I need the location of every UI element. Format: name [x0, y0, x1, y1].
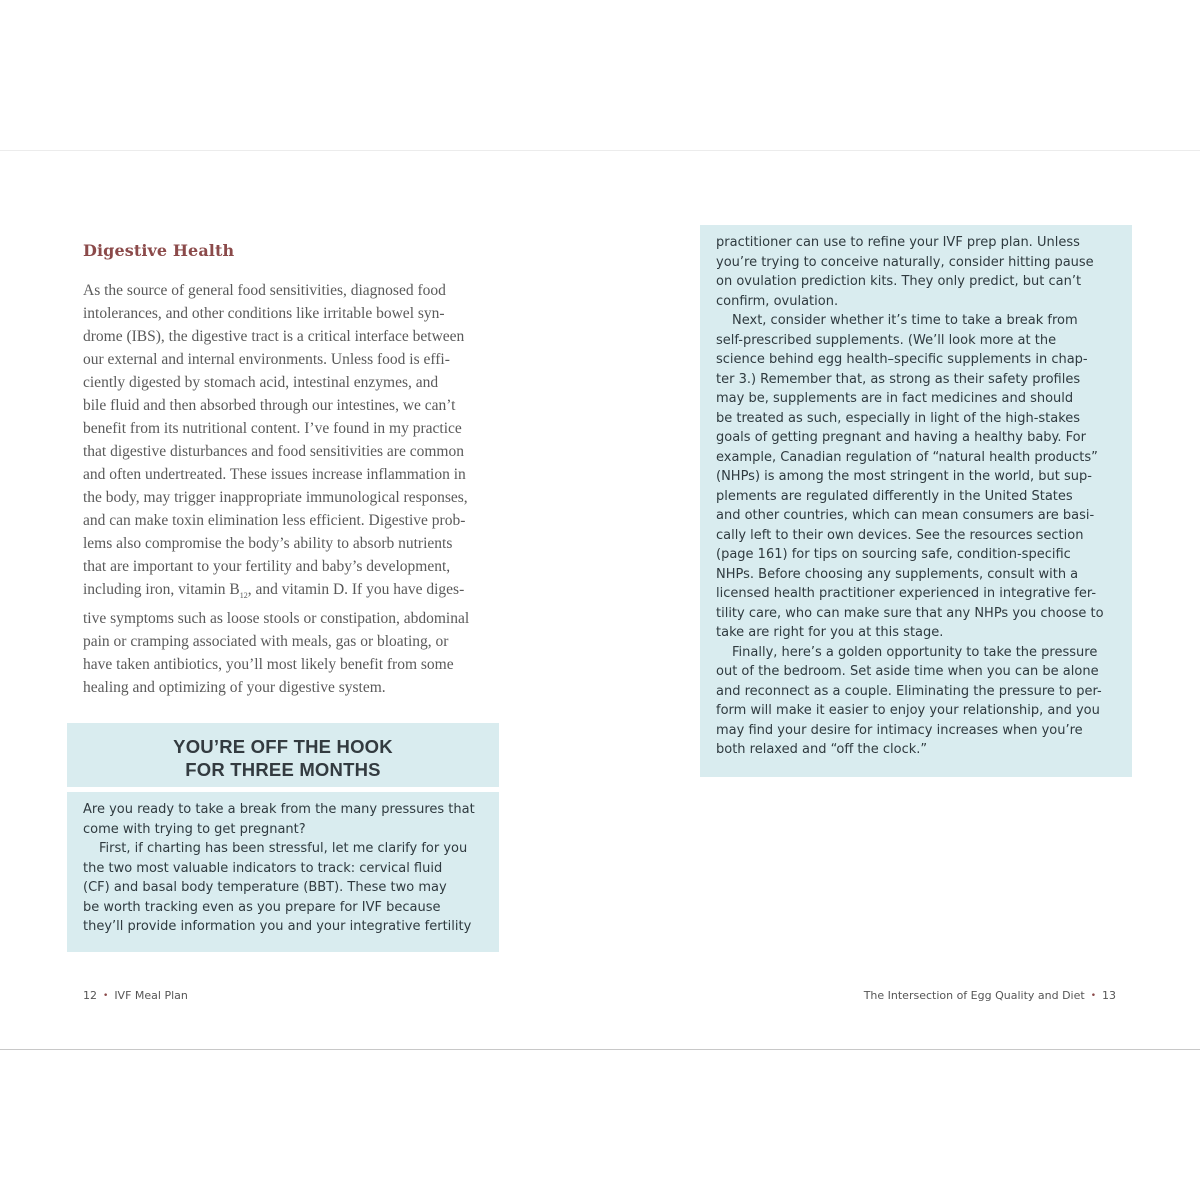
sidebar-title-line: YOU’RE OFF THE HOOK	[173, 736, 393, 757]
sidebar-body	[67, 792, 499, 952]
sidebar-line: and reconnect as a couple. Eliminating the pressure to per-	[716, 683, 1102, 699]
sidebar-line: be worth tracking even as you prepare for IVF because	[83, 899, 441, 915]
sidebar-line: tility care, who can make sure that any NHPs you choose to	[716, 605, 1104, 621]
text-line: and often undertreated. These issues increase inflammation in	[83, 466, 466, 483]
sidebar-line: Finally, here’s a golden opportunity to take the pressure	[732, 644, 1098, 660]
text-line: that are important to your fertility and baby’s development,	[83, 558, 451, 575]
sidebar-line: practitioner can use to refine your IVF prep plan. Unless	[716, 235, 1080, 250]
bullet-icon: •	[1090, 991, 1096, 1001]
sidebar-line: the two most valuable indicators to track: cervical fluid	[83, 860, 443, 876]
text-line: ciently digested by stomach acid, intestinal enzymes, and	[83, 374, 439, 391]
text-line: benefit from its nutritional content. I’ve found in my practice	[83, 420, 462, 437]
sidebar-title	[67, 723, 499, 781]
sidebar-line: on ovulation prediction kits. They only predict, but can’t	[716, 274, 1082, 289]
sidebar-line: may find your desire for intimacy increases when you’re	[716, 722, 1083, 738]
sidebar-line: out of the bedroom. Set aside time when you can be alone	[716, 664, 1099, 679]
sidebar-line: goals of getting pregnant and having a healthy baby. For	[716, 430, 1086, 445]
body-text	[83, 279, 487, 699]
book-spread	[0, 150, 1200, 1050]
page-number: 12	[83, 989, 97, 1002]
sidebar-text	[716, 233, 1104, 760]
sidebar-line: plements are regulated differently in the United States	[716, 488, 1073, 504]
text-line-vitamin	[83, 578, 487, 607]
sidebar-line: science behind egg health–specific supplements in chap-	[716, 352, 1088, 367]
vitamin-post: , and vitamin D. If you have diges-	[247, 581, 465, 598]
sidebar-line: and other countries, which can mean consumers are basi-	[716, 508, 1095, 523]
sidebar-continued	[700, 225, 1132, 777]
text-line: tive symptoms such as loose stools or constipation, abdominal	[83, 610, 470, 628]
sidebar-line: come with trying to get pregnant?	[83, 821, 306, 837]
sidebar-line: Are you ready to take a break from the many pressures that	[83, 802, 475, 817]
sidebar-line: example, Canadian regulation of “natural health products”	[716, 449, 1098, 465]
sidebar-line: you’re trying to conceive naturally, consider hitting pause	[716, 254, 1094, 270]
running-title: IVF Meal Plan	[114, 989, 188, 1002]
text-line: the body, may trigger inappropriate immunological responses,	[83, 489, 468, 506]
sidebar-title-line: FOR THREE MONTHS	[185, 759, 381, 780]
sidebar-line: (NHPs) is among the most stringent in the world, but sup-	[716, 469, 1092, 484]
sidebar-line: may be, supplements are in fact medicines and should	[716, 391, 1074, 406]
sidebar-text	[83, 800, 475, 937]
text-line: drome (IBS), the digestive tract is a critical interface between	[83, 328, 465, 345]
sidebar-line: ter 3.) Remember that, as strong as their safety profiles	[716, 371, 1081, 387]
sidebar-line: licensed health practitioner experienced in integrative fer-	[716, 586, 1097, 601]
text-line: intolerances, and other conditions like irritable bowel syn-	[83, 305, 445, 322]
sidebar-line: take are right for you at this stage.	[716, 625, 944, 640]
sidebar-line: First, if charting has been stressful, let me clarify for you	[99, 841, 468, 856]
text-line: our external and internal environments. Unless food is effi-	[83, 351, 450, 368]
sidebar-line: cally left to their own devices. See the resources section	[716, 527, 1084, 543]
page-number: 13	[1102, 989, 1116, 1002]
sidebar-title-box	[67, 723, 499, 787]
page-footer	[864, 989, 1116, 1002]
text-line: lems also compromise the body’s ability to absorb nutrients	[83, 535, 453, 552]
text-line: pain or cramping associated with meals, gas or bloating, or	[83, 633, 449, 651]
text-line: have taken antibiotics, you’ll most likely benefit from some	[83, 656, 454, 674]
sidebar-line: Next, consider whether it’s time to take a break from	[732, 313, 1078, 328]
text-line: bile fluid and then absorbed through our intestines, we can’t	[83, 397, 456, 414]
sidebar-line: they’ll provide information you and your integrative fertility	[83, 919, 472, 934]
page-footer	[83, 989, 188, 1002]
text-line: and can make toxin elimination less efficient. Digestive prob-	[83, 512, 466, 529]
sidebar-line: (CF) and basal body temperature (BBT). These two may	[83, 880, 447, 895]
sidebar-line: confirm, ovulation.	[716, 293, 839, 309]
right-page	[600, 151, 1200, 1049]
sidebar-line: form will make it easier to enjoy your relationship, and you	[716, 703, 1100, 718]
text-line: As the source of general food sensitivities, diagnosed food	[83, 282, 446, 299]
sidebar-line: both relaxed and “off the clock.”	[716, 742, 928, 757]
running-title: The Intersection of Egg Quality and Diet	[863, 989, 1085, 1002]
text-line: healing and optimizing of your digestive system.	[83, 679, 386, 697]
text-line: that digestive disturbances and food sensitivities are common	[83, 443, 464, 460]
sidebar-line: be treated as such, especially in light of the high-stakes	[716, 410, 1081, 426]
section-heading: Digestive Health	[83, 241, 235, 260]
sidebar-line: self-prescribed supplements. (We’ll look more at the	[716, 332, 1057, 348]
bullet-icon: •	[103, 991, 109, 1001]
vitamin-pre: including iron, vitamin B	[83, 581, 240, 598]
sidebar-line: NHPs. Before choosing any supplements, consult with a	[716, 566, 1079, 582]
sidebar-line: (page 161) for tips on sourcing safe, condition-specific	[716, 547, 1071, 562]
vitamin-subscript: 12	[239, 591, 248, 601]
left-page	[0, 151, 600, 1049]
